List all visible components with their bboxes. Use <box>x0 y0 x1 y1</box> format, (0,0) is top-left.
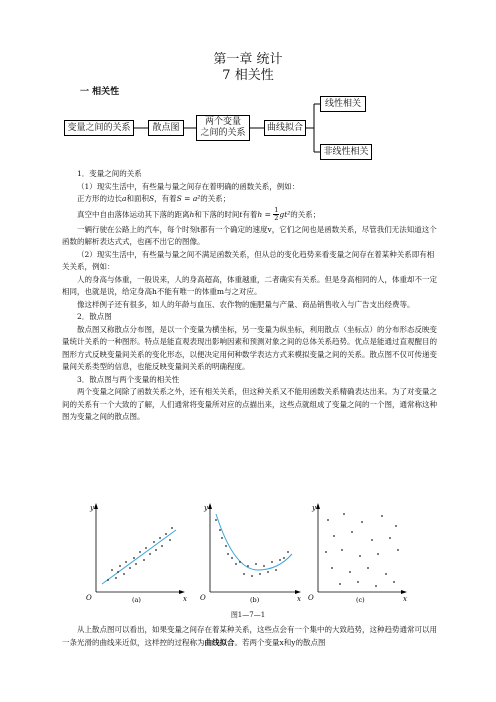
box-scatter-plot <box>148 120 184 136</box>
heading-scatter-correlation: 3．散点图与两个变量的相关性 <box>77 374 180 384</box>
example-car: 一辆行驶在公路上的汽车，每个时刻t都有一个确定的速度v，它们之间也是函数关系，尽管我们无法知道这个函数的解析表达式式，也画不出它的图像。 <box>62 224 437 246</box>
figure-b-origin: O <box>200 594 206 602</box>
heading-variable-relations: 1．变量之间的关系 <box>77 169 142 178</box>
ex2-var-h: h <box>189 209 195 219</box>
example-height-weight: 人的身高与体重，一般说来，人的身高超高，体重越重，二者确实有关系。但是身高相同的人，体重却不一定相同，也就是说，给定身高h不能有唯一的体重m与之对应。 <box>62 274 437 296</box>
ex1-text-c: ，有着 <box>154 194 177 203</box>
figure-c-label: (c) <box>356 596 365 604</box>
ex1-text-b: 和面积 <box>126 194 149 203</box>
curve-fitting-text-a: 从上散点图可以看出，如果变量之间存在着某种关系，这些点会有一个集中的大致趋势，这种趋势通常可以用一条光滑的曲线来近似，这样控的过程称为 <box>62 625 437 647</box>
section-title: 7 相关性 <box>222 68 274 83</box>
box-scatter-plot-label: 散点图 <box>152 122 180 133</box>
ex2-formula-lhs: h = <box>257 209 274 219</box>
paragraph-scatter-correlation: 两个变量之间除了函数关系之外，还有相关关系，但这种关系又不能用函数关系精确表达出来。为了对变量之间的关系有一个大致的了解，人们通常将变量所对应的点描出来，这些点就组成了变量之间的一个图，通常称这种图为变量之间的散点图。 <box>62 387 437 421</box>
box-two-variable-line1: 两个变量 <box>204 117 241 127</box>
figure-c-origin: O <box>308 594 314 602</box>
figure-a-label: (a) <box>132 596 141 604</box>
example-square <box>62 193 440 206</box>
figure-b-x-label: x <box>297 595 301 603</box>
diagram-connectors <box>0 0 496 170</box>
figure-c-points <box>325 513 399 587</box>
ex2-fraction-num: 1 <box>274 206 279 214</box>
heading-scatter-plot: 2．散点图 <box>77 312 112 321</box>
ex1-text-d: 的关系； <box>200 194 231 203</box>
box-nonlinear-correlation: 非线性相关 <box>320 144 372 160</box>
paragraph-function-relations: （1）现实生活中，有些量与量之间存在着明确的函数关系，例如： <box>77 181 300 191</box>
ex2-formula-rhs: gt² <box>279 209 291 219</box>
figure-a-origin: O <box>86 594 92 602</box>
chapter-title: 第一章 统计 <box>213 52 283 67</box>
scatter-figures <box>0 500 496 615</box>
figure-b <box>200 503 301 604</box>
figure-a-y-label: y <box>90 504 94 512</box>
figure-c-y-label: y <box>312 504 316 512</box>
box-variable-relations: 变量之间的关系 <box>64 120 134 136</box>
example-free-fall <box>62 206 440 224</box>
figure-a-x-label: x <box>183 595 187 603</box>
ex2-text-c: 有着 <box>242 209 258 219</box>
figure-c <box>308 503 407 604</box>
figure-c-x-label: x <box>403 595 407 603</box>
subsection-title: 一 相关性 <box>80 87 120 97</box>
figure-a <box>86 503 187 604</box>
ex1-formula: S = a² <box>176 194 201 203</box>
figure-b-label: (b) <box>250 596 260 604</box>
box-curve-fitting: 曲线拟合 <box>264 120 306 136</box>
ex1-text-a: 正方形的边长 <box>77 194 122 203</box>
figure-b-y-label: y <box>204 504 208 512</box>
curve-fitting-term: 曲线拟合 <box>204 637 235 647</box>
ex1-var-a: a <box>122 194 127 203</box>
ex2-var-t: t <box>239 209 243 219</box>
figure-caption: 图1—7—1 <box>230 611 266 619</box>
example-more: 像这样例子还有很多，如人的年龄与血压、农作物的施肥量与产量、商品销售收入与广告支出经费等。 <box>77 299 415 309</box>
box-two-variable-line2: 之间的关系 <box>200 128 246 138</box>
ex1-var-s: S <box>148 194 155 203</box>
paragraph-curve-fitting <box>62 624 440 649</box>
ex2-text-b: 和下落的时间 <box>194 209 240 219</box>
ex2-text-a: 真空中自由落体运动其下落的距离 <box>77 209 190 219</box>
curve-fitting-text-b: 。若两个变量x和y的散点图 <box>234 637 326 647</box>
paragraph-scatter-plot: 散点图又称散点分布图，是以一个变量为横坐标，另一变量为纵坐标，利用散点（坐标点）的分布形态反映变量统计关系的一种图形。特点是能直观表现出影响因素和预测对象之间的总体关系趋势。优点是能通过直观醒目的图形方式反映变量间关系的变化形态，以便决定用何种数学表达方式来模拟变量之间的关系。散点图不仅可传递变量间关系类型的信息，也能反映变量间关系的明确程度。 <box>62 324 437 371</box>
paragraph-correlation: （2）现实生活中，有些量与量之间不满足函数关系，但从总的变化趋势来看变量之间存在着某种关系即有相关关系，例如： <box>62 249 435 271</box>
box-linear-correlation: 线性相关 <box>320 96 366 112</box>
ex2-text-d: 的关系； <box>290 209 321 219</box>
box-two-variable-relations <box>196 115 250 141</box>
figure-b-points <box>215 519 289 577</box>
ex2-fraction-den: 2 <box>274 214 279 222</box>
